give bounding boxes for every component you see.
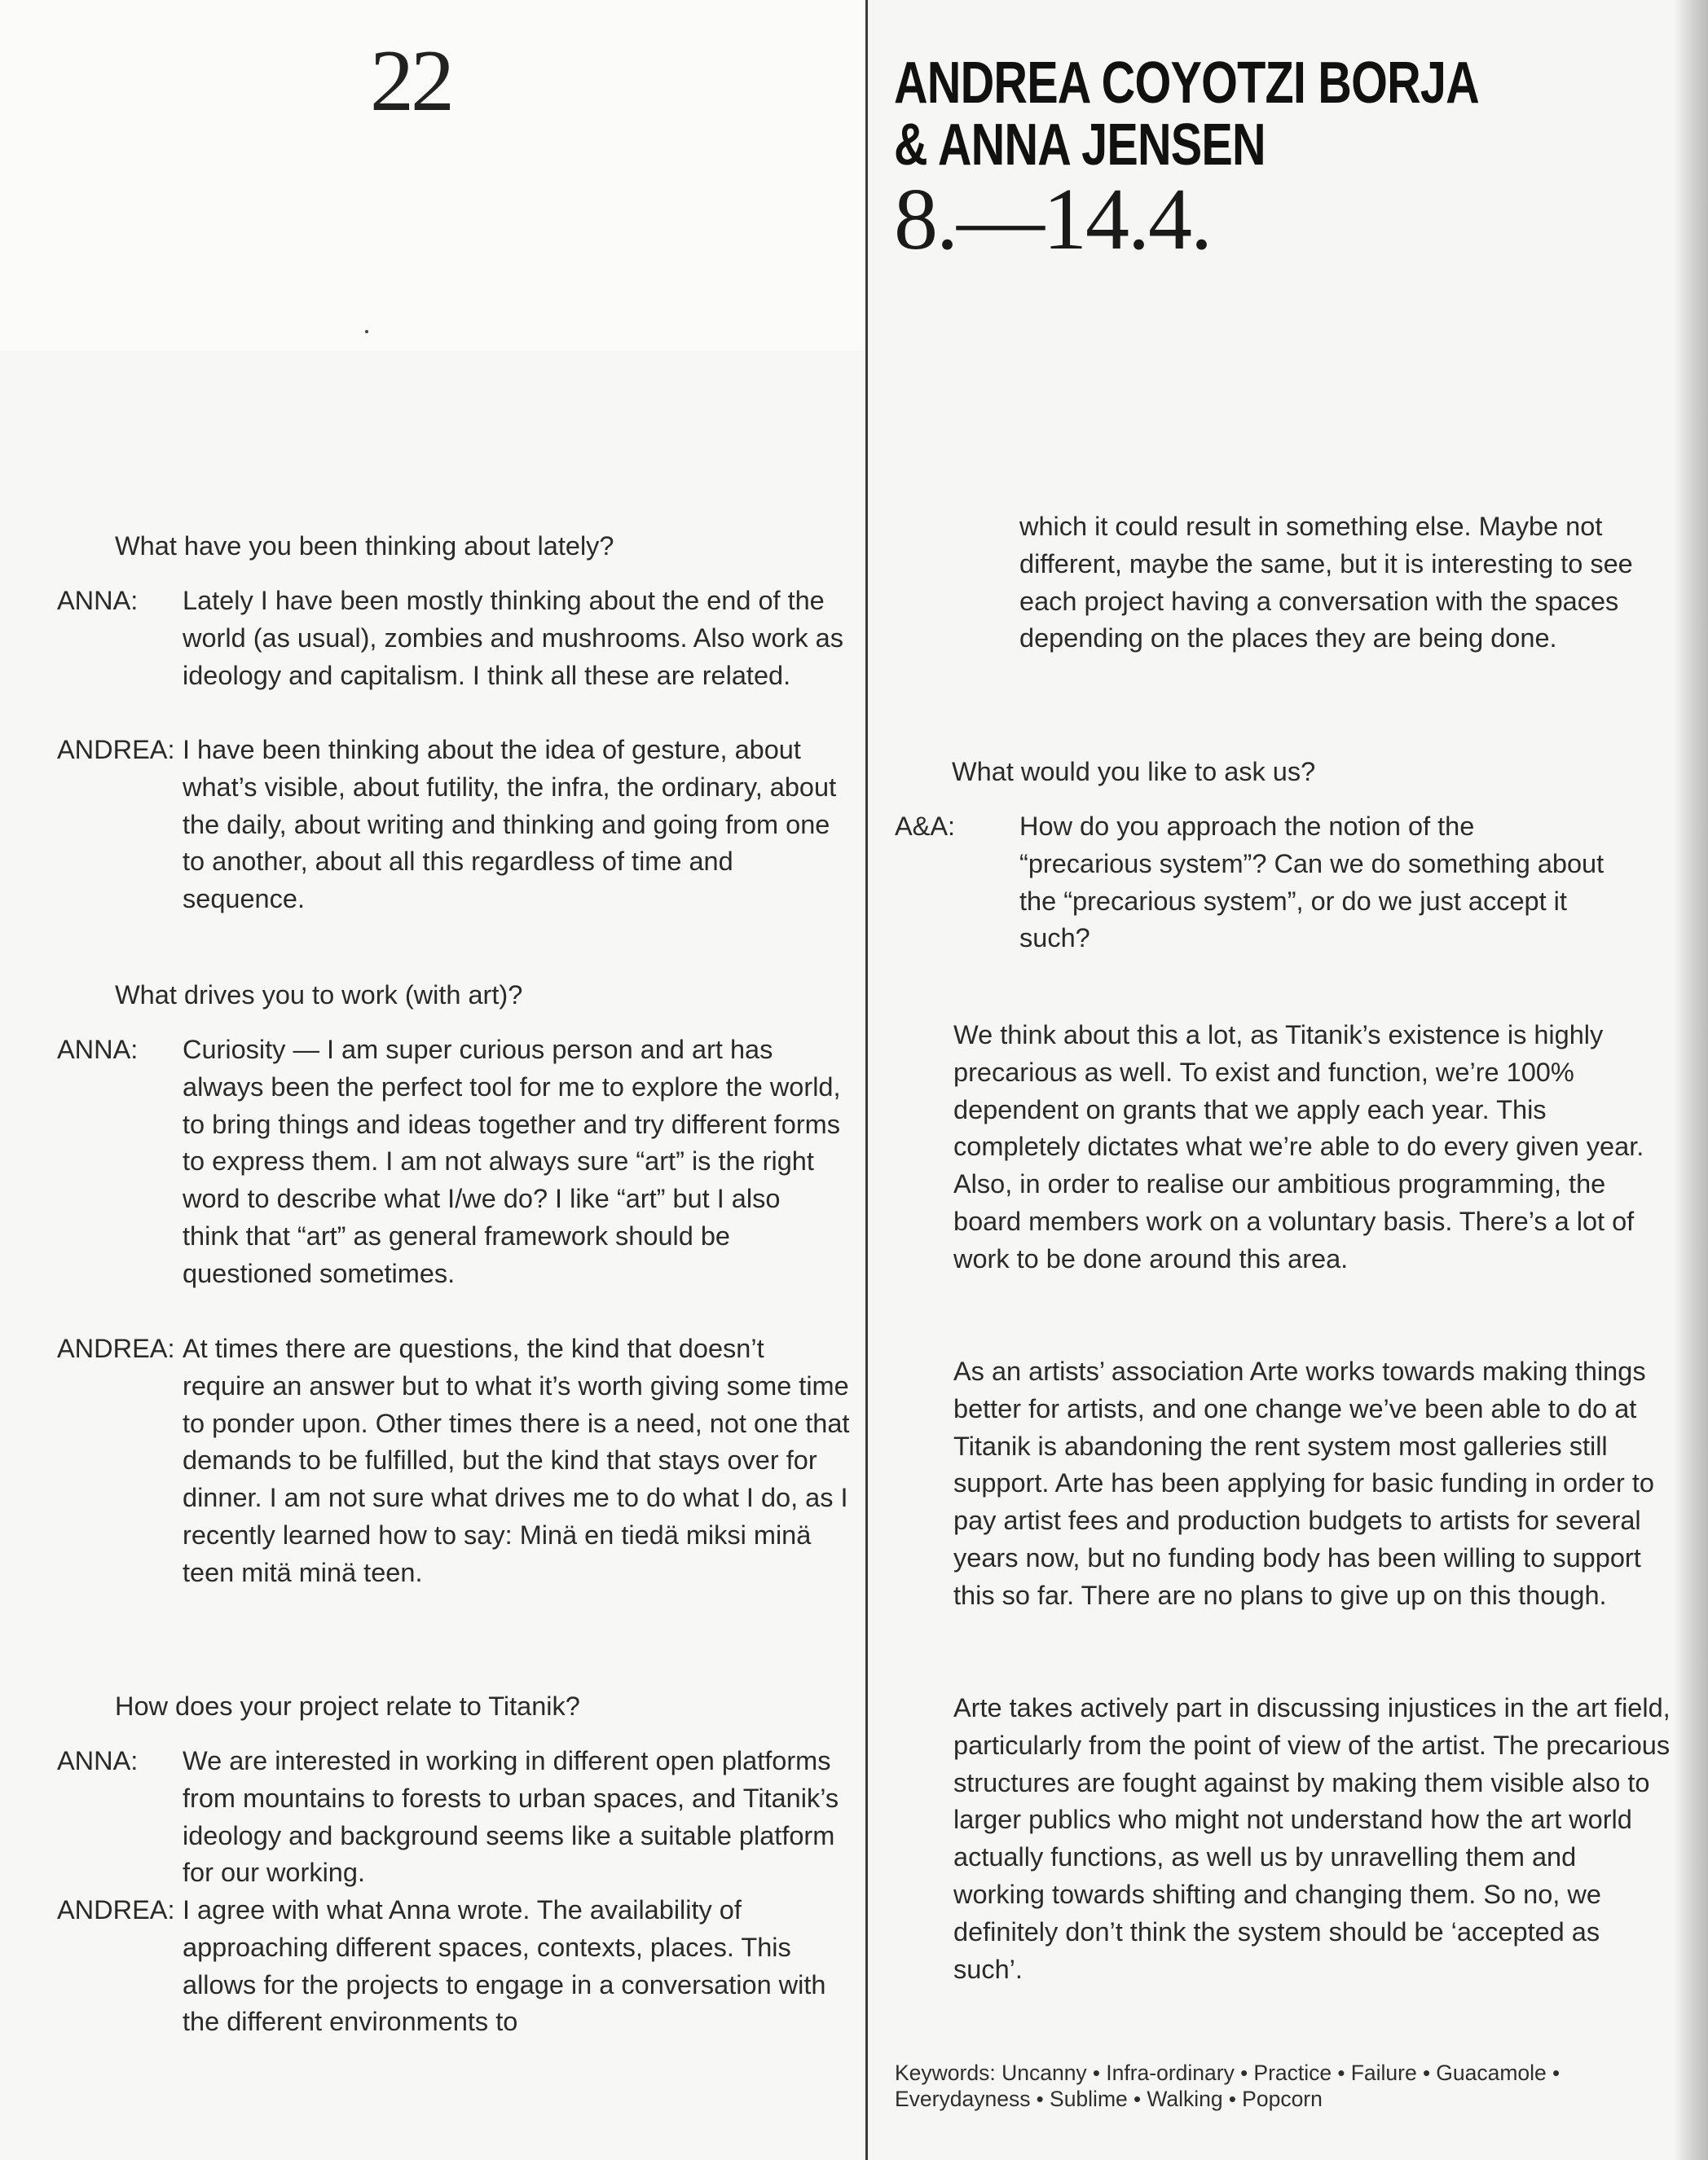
question-precarious-system: How do you approach the notion of the “precarious system”? Can we do something about the “precarious system”, or do we just accept it such? [1019, 812, 1605, 953]
speaker-label: ANDREA: [57, 1334, 175, 1363]
keywords-line: Keywords: Uncanny • Infra-ordinary • Practice • Failure • Guacamole • Everydayness • Sublime • Walking • Popcorn [895, 2061, 1561, 2111]
speaker-label: ANNA: [57, 1746, 139, 1775]
keyword: Everydayness [895, 2087, 1031, 2111]
keywords-label: Keywords: [895, 2061, 996, 2085]
keyword: Infra-ordinary [1106, 2061, 1235, 2085]
answer-anna-titanik: We are interested in working in different open platforms from mountains to forests to urban spaces, and Titanik’s ideology and background seems like a suitable platform for our working. [183, 1746, 839, 1888]
question-ask-us: What would you like to ask us? [952, 757, 1316, 786]
page-edge-shadow [1674, 0, 1708, 2160]
title-line-1: ANDREA COYOTZI BORJA [894, 51, 1479, 116]
question-relate-titanik: How does your project relate to Titanik? [115, 1691, 580, 1721]
reply-paragraph-3: Arte takes actively part in discussing injustices in the art field, particularly from the point of view of the artist. The precarious structures are fought against by making them visible also to larger publics who might not understand how the art world actually functions, as well us by unravelling them and working towards shifting and changing them. So no, we definitely don’t think the system should be ‘accepted as such’. [953, 1693, 1671, 1984]
answer-anna-drives: Curiosity — I am super curious person and art has always been the perfect tool for me to explore the world, to bring things and ideas together and try different forms to express them. I am not always sure “art” is the right word to describe what I/we do? I like “art” but I also think that “art” as general framework should be questioned sometimes. [183, 1035, 841, 1288]
page-gutter [865, 0, 868, 2160]
speaker-label: ANNA: [57, 586, 139, 615]
keyword: Sublime [1050, 2087, 1128, 2111]
keyword: Popcorn [1242, 2087, 1323, 2111]
print-speck [365, 330, 368, 333]
keyword: Practice [1253, 2061, 1332, 2085]
answer-andrea-thinking: I have been thinking about the idea of gesture, about what’s visible, about futility, the infra, the ordinary, about the daily, about writing and thinking and going from one to another, about all this regardless of time and sequence. [183, 735, 837, 914]
question-thinking-lately: What have you been thinking about lately? [115, 531, 614, 561]
reply-paragraph-2: As an artists’ association Arte works towards making things better for artists, and one change we’ve been able to do at Titanik is abandoning the rent system most galleries still support. Arte has been applying for basic funding in order to pay artist fees and production budgets to artists for several years now, but no funding body has been willing to support this so far. There are no plans to give up on this though. [953, 1357, 1654, 1610]
speaker-label: ANDREA: [57, 1895, 175, 1925]
title-line-2: & ANNA JENSEN [894, 112, 1266, 178]
reply-paragraph-1: We think about this a lot, as Titanik’s existence is highly precarious as well. To exist and function, we’re 100% dependent on grants that we apply each year. This completely dictates what we’re able to do every given year. Also, in order to realise our ambitious programming, the board members work on a voluntary basis. There’s a lot of work to be done around this area. [953, 1020, 1644, 1274]
exhibition-dates: 8.—14.4. [894, 171, 1211, 268]
keyword: Uncanny [1001, 2061, 1087, 2085]
answer-andrea-titanik: I agree with what Anna wrote. The availability of approaching different spaces, contexts, places. This allows for the projects to engage in a conversation with the different environments to [183, 1895, 826, 2037]
answer-andrea-continuation: which it could result in something else. Maybe not different, maybe the same, but it is interesting to see each project having a conversation with the spaces depending on the places they are being done. [1019, 512, 1633, 653]
answer-anna-thinking: Lately I have been mostly thinking about the end of the world (as usual), zombies and mushrooms. Also work as ideology and capitalism. I think all these are related. [183, 586, 844, 690]
page-number: 22 [370, 33, 451, 130]
speaker-label: A&A: [895, 812, 956, 841]
artist-names-title [894, 52, 1479, 176]
speaker-label: ANNA: [57, 1035, 139, 1064]
answer-andrea-drives: At times there are questions, the kind that doesn’t require an answer but to what it’s worth giving some time to ponder upon. Other times there is a need, not one that demands to be fulfilled, but the kind that stays over for dinner. I am not sure what drives me to do what I do, as I recently learned how to say: Minä en tiedä miksi minä teen mitä minä teen. [183, 1334, 850, 1587]
question-drives-work: What drives you to work (with art)? [115, 980, 523, 1010]
keyword: Failure [1350, 2061, 1417, 2085]
keyword: Guacamole [1436, 2061, 1547, 2085]
keyword: Walking [1147, 2087, 1223, 2111]
speaker-label: ANDREA: [57, 735, 175, 764]
